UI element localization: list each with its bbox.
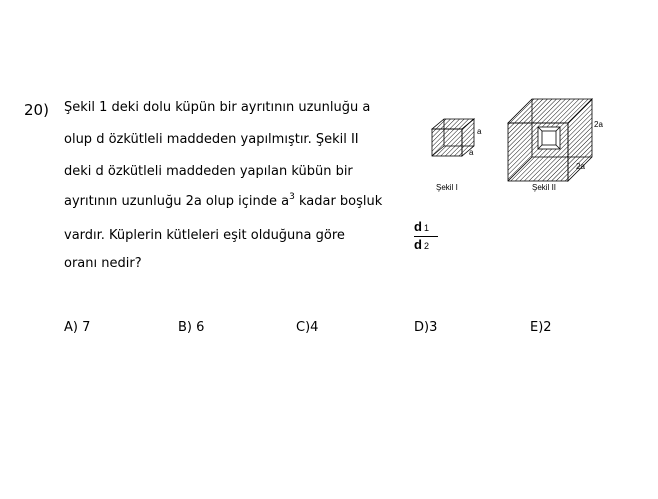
small-cube [432, 119, 474, 156]
question-line-2: olup d özkütleli maddeden yapılmıştır. Şekil II [64, 132, 359, 147]
fraction-denominator [414, 237, 438, 253]
small-cube-edge-label-top: a [477, 127, 482, 136]
question-line-5: vardır. Küplerin kütleleri eşit olduğuna göre [64, 228, 345, 243]
question-line-6: oranı nedir? [64, 256, 142, 271]
large-cube-edge-label-bottom: 2a [576, 162, 585, 171]
small-cube-edge-label-bottom: a [469, 148, 474, 157]
choice-c[interactable]: C)4 [296, 320, 319, 335]
cube-figure [428, 96, 614, 196]
question-number: 20) [24, 101, 49, 119]
cavity [538, 127, 560, 149]
question-line-1: Şekil 1 deki dolu küpün bir ayrıtının uzunluğu a [64, 100, 371, 115]
line-4-tail: kadar boşluk [294, 194, 383, 209]
question-line-3: deki d özkütleli maddeden yapılan kübün bir [64, 164, 353, 179]
numerator-symbol: d [414, 219, 422, 234]
choice-e[interactable]: E)2 [530, 320, 552, 335]
large-cube-edge-label-top: 2a [594, 120, 603, 129]
choice-a[interactable]: A) 7 [64, 320, 91, 335]
line-4-text: ayrıtının uzunluğu 2a olup içinde a [64, 194, 290, 209]
denominator-subscript: 2 [423, 241, 429, 251]
exponent: 3 [289, 192, 295, 202]
choice-d[interactable]: D)3 [414, 320, 438, 335]
choice-b[interactable]: B) 6 [178, 320, 205, 335]
numerator-subscript: 1 [423, 223, 429, 233]
caption-figure-1: Şekil I [436, 183, 458, 192]
question-line-4 [64, 194, 382, 209]
fraction-numerator [414, 220, 438, 237]
denominator-symbol: d [414, 237, 422, 252]
density-ratio-fraction [414, 220, 438, 253]
caption-figure-2: Şekil II [532, 183, 557, 192]
cube-drawings [428, 96, 614, 196]
